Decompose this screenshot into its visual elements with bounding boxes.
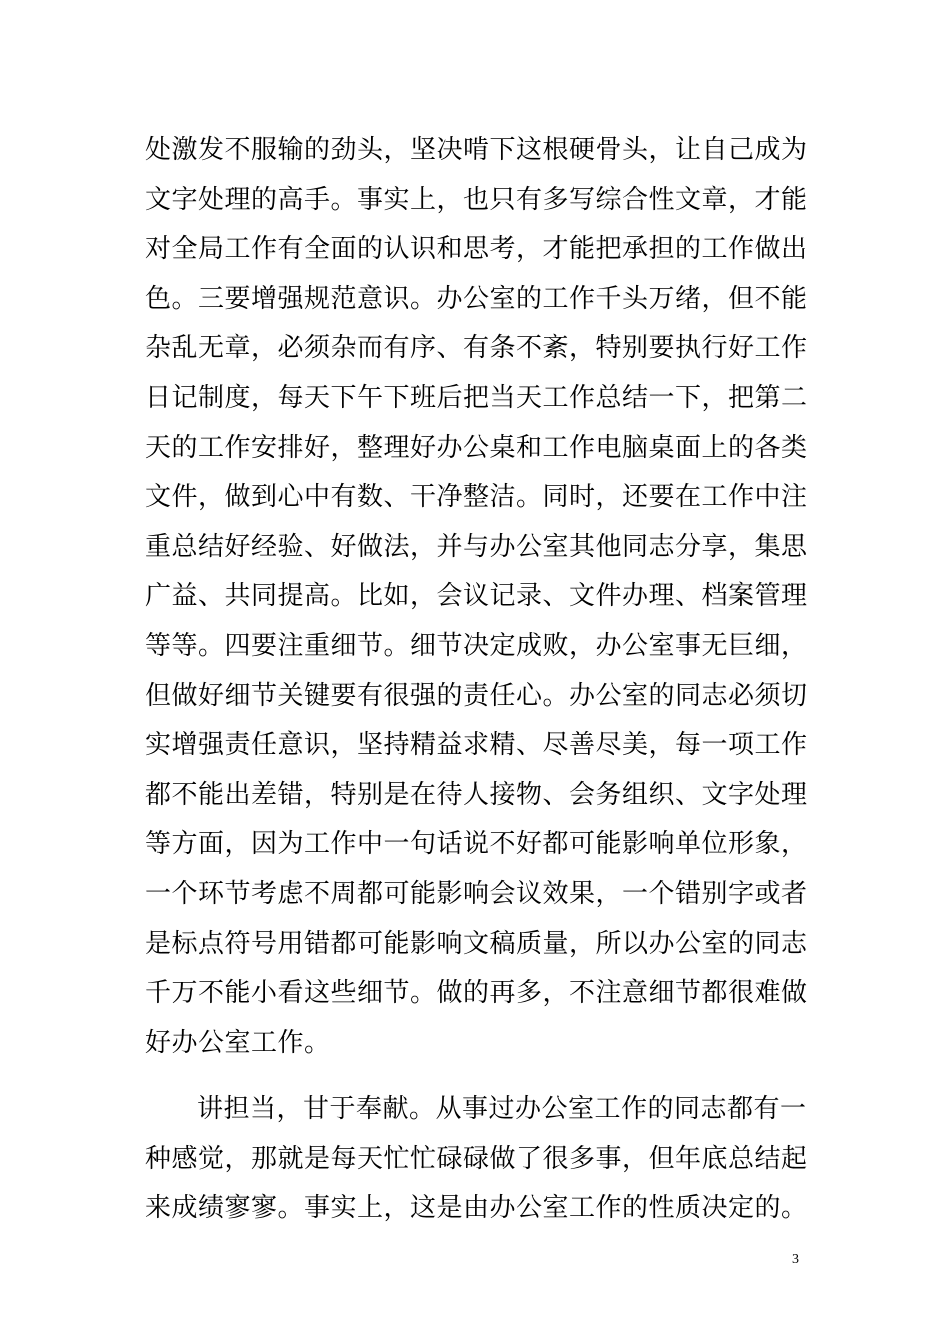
- text-line: 处激发不服输的劲头，坚决啃下这根硬骨头，让自己成为: [145, 135, 808, 165]
- text-line: 等方面，因为工作中一句话说不好都可能影响单位形象，: [145, 829, 808, 860]
- paragraph-2: [145, 1085, 825, 1234]
- text-line: 实增强责任意识，坚持精益求精、尽善尽美，每一项工作: [145, 730, 808, 761]
- paragraph-gap: [145, 1068, 825, 1085]
- text-line: 杂乱无章，必须杂而有序、有条不紊，特别要执行好工作: [145, 333, 808, 364]
- text-line: 天的工作安排好，整理好办公桌和工作电脑桌面上的各类: [145, 432, 808, 463]
- text-line: 好办公室工作。: [145, 1027, 331, 1058]
- text-line: 等等。四要注重细节。细节决定成败，办公室事无巨细，: [145, 630, 808, 661]
- text-line: 对全局工作有全面的认识和思考，才能把承担的工作做出: [145, 234, 808, 265]
- text-line: 是标点符号用错都可能影响文稿质量，所以办公室的同志: [145, 928, 808, 959]
- text-line: 一个环节考虑不周都可能影响会议效果，一个错别字或者: [145, 878, 808, 909]
- page-number: 3: [792, 1252, 799, 1267]
- text-line: 种感觉，那就是每天忙忙碌碌做了很多事，但年底总结起: [145, 1143, 808, 1174]
- paragraph-1: [145, 126, 825, 1068]
- text-line: 日记制度，每天下午下班后把当天工作总结一下，把第二: [145, 382, 808, 413]
- text-line: 千万不能小看这些细节。做的再多，不注意细节都很难做: [145, 978, 808, 1009]
- text-line: 文件，做到心中有数、干净整洁。同时，还要在工作中注: [145, 482, 808, 513]
- text-line: 来成绩寥寥。事实上，这是由办公室工作的性质决定的。: [145, 1193, 808, 1224]
- text-line: 但做好细节关键要有很强的责任心。办公室的同志必须切: [145, 680, 808, 711]
- text-line: 都不能出差错，特别是在待人接物、会务组织、文字处理: [145, 779, 808, 810]
- text-line-indented: 讲担当，甘于奉献。从事过办公室工作的同志都有一: [197, 1094, 807, 1125]
- body-text: [145, 126, 825, 1234]
- text-line: 广益、共同提高。比如，会议记录、文件办理、档案管理: [145, 581, 808, 612]
- text-line: 色。三要增强规范意识。办公室的工作千头万绪，但不能: [145, 283, 808, 314]
- text-line: 文字处理的高手。事实上，也只有多写综合性文章，才能: [145, 184, 808, 215]
- text-line: 重总结好经验、好做法，并与办公室其他同志分享，集思: [145, 531, 808, 562]
